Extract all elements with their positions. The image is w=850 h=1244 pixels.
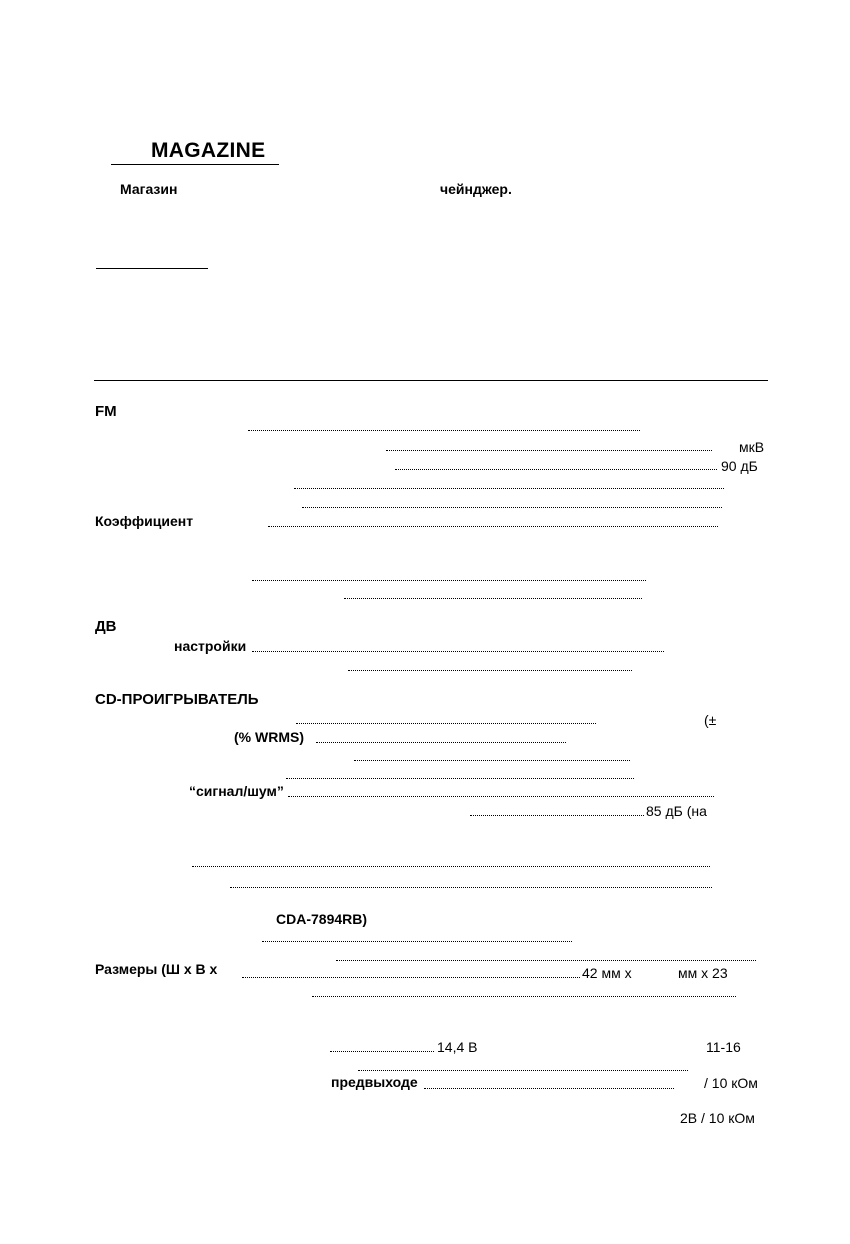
dv-tuning-label: настройки xyxy=(174,638,247,654)
cd-paren: (± xyxy=(704,712,717,728)
preout-leader xyxy=(424,1088,674,1089)
dims-42: 42 мм x xyxy=(582,965,632,981)
cd-row-4-leader xyxy=(286,778,634,779)
magazine-text-right: чейнджер. xyxy=(440,181,512,197)
voltage-value: 14,4 В xyxy=(437,1039,478,1055)
voltage-leader xyxy=(330,1051,434,1052)
cd-85db-value: 85 дБ (на xyxy=(646,803,707,819)
cd-heading: CD-ПРОИГРЫВАТЕЛЬ xyxy=(95,691,259,708)
fm-coef-label: Коэффициент xyxy=(95,513,194,529)
dims-leader xyxy=(242,977,580,978)
cd-snr-label: “сигнал/шум” xyxy=(189,783,284,799)
general-row-2-leader xyxy=(336,960,756,961)
fm-value-db: 90 дБ xyxy=(721,458,758,474)
general-row-4-leader xyxy=(312,996,736,997)
cd-wrms-leader xyxy=(316,742,566,743)
general-row-1-leader xyxy=(262,941,572,942)
dv-heading: ДВ xyxy=(95,618,117,635)
short-rule xyxy=(96,268,208,269)
dv-row-2-leader xyxy=(348,670,632,671)
magazine-title: MAGAZINE xyxy=(151,139,266,162)
fm-unit-mkv: мкВ xyxy=(739,439,765,455)
fm-coef-leader xyxy=(268,526,718,527)
cd-wrms-label: (% WRMS) xyxy=(234,729,304,745)
cd-snr-leader xyxy=(288,796,714,797)
magazine-text-left: Магазин xyxy=(120,181,178,197)
preout-label: предвыходе xyxy=(331,1074,418,1090)
fm-heading: FM xyxy=(95,403,117,420)
dims-label: Размеры (Ш x В x xyxy=(95,961,218,977)
voltage-range: 11-16 xyxy=(706,1039,741,1055)
fm-row-2-leader xyxy=(386,450,712,451)
cd-row-6-leader xyxy=(192,866,710,867)
cd-row-3-leader xyxy=(354,760,630,761)
general-row-6-leader xyxy=(358,1070,688,1071)
cd-85db-leader xyxy=(470,815,644,816)
magazine-title-underline xyxy=(111,164,279,165)
fm-row-5-leader xyxy=(302,507,722,508)
section-divider xyxy=(94,380,768,381)
preout-ohm-2: 2В / 10 кОм xyxy=(680,1110,755,1126)
dims-23: мм x 23 xyxy=(678,965,728,981)
fm-row-3-leader xyxy=(395,469,717,470)
general-model: CDA-7894RB) xyxy=(276,911,368,927)
fm-row-1-leader xyxy=(248,430,640,431)
fm-row-7-leader xyxy=(252,580,646,581)
cd-row-7-leader xyxy=(230,887,712,888)
fm-row-8-leader xyxy=(344,598,642,599)
dv-tuning-leader xyxy=(252,651,664,652)
cd-row-1-leader xyxy=(296,723,596,724)
fm-row-4-leader xyxy=(294,488,724,489)
preout-ohm-1: / 10 кОм xyxy=(704,1075,758,1091)
